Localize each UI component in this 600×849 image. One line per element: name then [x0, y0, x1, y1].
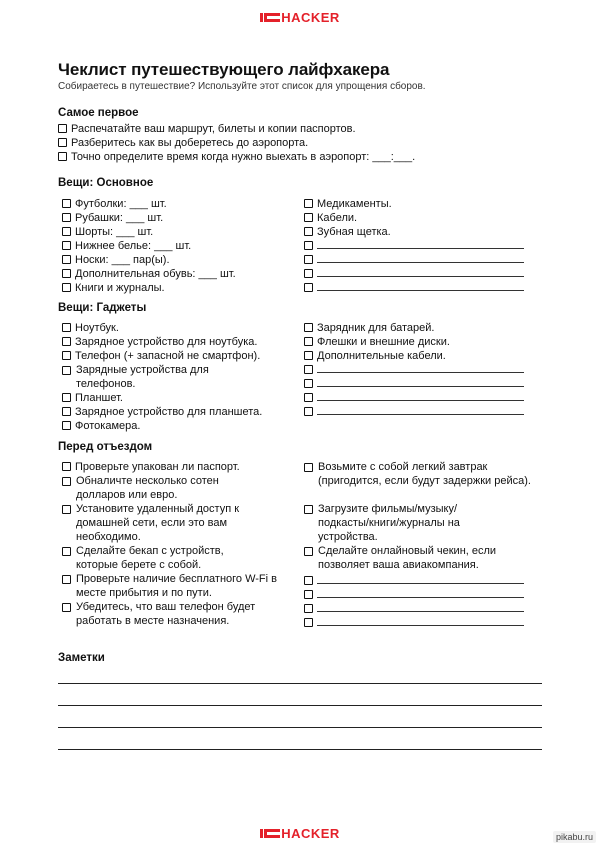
checkbox[interactable] — [62, 462, 71, 471]
checkbox[interactable] — [62, 283, 71, 292]
checkbox[interactable] — [62, 421, 71, 430]
checkbox[interactable] — [62, 407, 71, 416]
blank-checklist-item[interactable] — [304, 391, 524, 405]
checkbox[interactable] — [304, 463, 313, 472]
notes-line[interactable] — [58, 727, 542, 728]
write-in-line[interactable] — [317, 574, 524, 584]
checklist-item[interactable]: Дополнительные кабели. — [304, 349, 446, 363]
checklist-item[interactable]: Зарядные устройства для телефонов. — [62, 363, 252, 391]
write-in-line[interactable] — [317, 239, 524, 249]
checkbox[interactable] — [62, 323, 71, 332]
checkbox[interactable] — [62, 366, 71, 375]
checkbox[interactable] — [304, 269, 313, 278]
checkbox[interactable] — [304, 365, 313, 374]
checkbox[interactable] — [62, 393, 71, 402]
checkbox[interactable] — [62, 603, 71, 612]
checkbox[interactable] — [304, 323, 313, 332]
blank-checklist-item[interactable] — [304, 616, 524, 630]
checklist-item[interactable]: Проверьте упакован ли паспорт. — [62, 460, 240, 474]
checklist-item[interactable]: Ноутбук. — [62, 321, 119, 335]
blank-checklist-item[interactable] — [304, 377, 524, 391]
lifehacker-mark-icon — [260, 13, 280, 22]
checkbox[interactable] — [304, 199, 313, 208]
write-in-line[interactable] — [317, 253, 524, 263]
write-in-line[interactable] — [317, 363, 524, 373]
checklist-item[interactable]: Сделайте онлайновый чекин, если позволяет ваша авиакомпания. — [304, 544, 544, 572]
checkbox[interactable] — [304, 379, 313, 388]
checkbox[interactable] — [304, 283, 313, 292]
blank-checklist-item[interactable] — [304, 588, 524, 602]
checklist-item[interactable]: Возьмите с собой легкий завтрак (пригодится, если будут задержки рейса). — [304, 460, 544, 488]
checklist-item[interactable]: Проверьте наличие бесплатного W-Fi в месте прибытия и по пути. — [62, 572, 287, 600]
checkbox[interactable] — [304, 337, 313, 346]
checkbox[interactable] — [62, 199, 71, 208]
checkbox[interactable] — [62, 227, 71, 236]
checkbox[interactable] — [304, 255, 313, 264]
checkbox[interactable] — [58, 138, 67, 147]
checkbox[interactable] — [62, 269, 71, 278]
checklist-item[interactable]: Шорты: ___ шт. — [62, 225, 153, 239]
checkbox[interactable] — [62, 575, 71, 584]
checkbox[interactable] — [304, 213, 313, 222]
checklist-item[interactable]: Рубашки: ___ шт. — [62, 211, 163, 225]
write-in-line[interactable] — [317, 391, 524, 401]
checkbox[interactable] — [304, 604, 313, 613]
checklist-item[interactable]: Зарядное устройство для ноутбука. — [62, 335, 257, 349]
checklist-item[interactable]: Кабели. — [304, 211, 357, 225]
checkbox[interactable] — [304, 576, 313, 585]
blank-checklist-item[interactable] — [304, 602, 524, 616]
write-in-line[interactable] — [317, 267, 524, 277]
checkbox[interactable] — [304, 618, 313, 627]
blank-checklist-item[interactable] — [304, 239, 524, 253]
write-in-line[interactable] — [317, 602, 524, 612]
checkbox[interactable] — [304, 505, 313, 514]
checklist-item[interactable]: Футболки: ___ шт. — [62, 197, 167, 211]
checkbox[interactable] — [304, 393, 313, 402]
checkbox[interactable] — [62, 213, 71, 222]
checklist-item[interactable]: Носки: ___ пар(ы). — [62, 253, 170, 267]
checklist-item[interactable]: Фотокамера. — [62, 419, 140, 433]
write-in-line[interactable] — [317, 588, 524, 598]
blank-checklist-item[interactable] — [304, 363, 524, 377]
checklist-item[interactable]: Зарядное устройство для планшета. — [62, 405, 262, 419]
checklist-item[interactable]: Загрузите фильмы/музыку/ подкасты/книги/журналы на устройства. — [304, 502, 504, 544]
checklist-item[interactable]: Распечатайте ваш маршрут, билеты и копии паспортов. — [58, 122, 356, 136]
page-subtitle: Собираетесь в путешествие? Используйте этот список для упрощения сборов. — [58, 81, 426, 92]
section-title-basics: Вещи: Основное — [58, 177, 154, 189]
blank-checklist-item[interactable] — [304, 253, 524, 267]
checkbox[interactable] — [304, 590, 313, 599]
checkbox[interactable] — [304, 351, 313, 360]
checkbox[interactable] — [62, 505, 71, 514]
checkbox[interactable] — [304, 407, 313, 416]
blank-checklist-item[interactable] — [304, 405, 524, 419]
checkbox[interactable] — [304, 241, 313, 250]
checkbox[interactable] — [62, 255, 71, 264]
notes-line[interactable] — [58, 683, 542, 684]
checkbox[interactable] — [304, 547, 313, 556]
checklist-item[interactable]: Телефон (+ запасной не смартфон). — [62, 349, 260, 363]
checklist-item[interactable]: Зарядник для батарей. — [304, 321, 434, 335]
section-title-gadgets: Вещи: Гаджеты — [58, 302, 147, 314]
checklist-item[interactable]: Медикаменты. — [304, 197, 392, 211]
checkbox[interactable] — [62, 351, 71, 360]
checklist-item[interactable]: Убедитесь, что ваш телефон будет работать в месте назначения. — [62, 600, 287, 628]
blank-checklist-item[interactable] — [304, 267, 524, 281]
section-title-first: Самое первое — [58, 107, 139, 119]
checklist-item[interactable]: Точно определите время когда нужно выехать в аэропорт: ___:___. — [58, 150, 415, 164]
checklist-item[interactable]: Нижнее белье: ___ шт. — [62, 239, 191, 253]
checkbox[interactable] — [62, 241, 71, 250]
section-title-notes: Заметки — [58, 652, 105, 664]
checkbox[interactable] — [304, 227, 313, 236]
notes-line[interactable] — [58, 705, 542, 706]
write-in-line[interactable] — [317, 377, 524, 387]
checklist-item[interactable]: Установите удаленный доступ к домашней сети, если это вам необходимо. — [62, 502, 277, 544]
write-in-line[interactable] — [317, 616, 524, 626]
checkbox[interactable] — [58, 152, 67, 161]
brand-name: HACKER — [281, 10, 340, 25]
lifehacker-mark-icon — [260, 829, 280, 838]
checklist-item[interactable]: Флешки и внешние диски. — [304, 335, 450, 349]
checklist-item[interactable]: Сделайте бекап с устройств, которые берете с собой. — [62, 544, 267, 572]
checkbox[interactable] — [62, 477, 71, 486]
notes-line[interactable] — [58, 749, 542, 750]
lifehacker-logo-footer — [0, 826, 600, 841]
checklist-item[interactable]: Планшет. — [62, 391, 123, 405]
checkbox[interactable] — [62, 547, 71, 556]
section-title-before: Перед отъездом — [58, 441, 153, 453]
blank-checklist-item[interactable] — [304, 281, 524, 295]
brand-name: HACKER — [281, 826, 340, 841]
checklist-item[interactable]: Разберитесь как вы доберетесь до аэропорта. — [58, 136, 308, 150]
write-in-line[interactable] — [317, 405, 524, 415]
checkbox[interactable] — [62, 337, 71, 346]
lifehacker-logo — [0, 10, 600, 25]
page-title: Чеклист путешествующего лайфхакера — [58, 60, 390, 79]
checklist-item[interactable]: Дополнительная обувь: ___ шт. — [62, 267, 236, 281]
checklist-item[interactable]: Зубная щетка. — [304, 225, 391, 239]
checkbox[interactable] — [58, 124, 67, 133]
blank-checklist-item[interactable] — [304, 574, 524, 588]
watermark: pikabu.ru — [553, 831, 596, 843]
checklist-item[interactable]: Книги и журналы. — [62, 281, 165, 295]
write-in-line[interactable] — [317, 281, 524, 291]
checklist-item[interactable]: Обналичте несколько сотен долларов или евро. — [62, 474, 267, 502]
